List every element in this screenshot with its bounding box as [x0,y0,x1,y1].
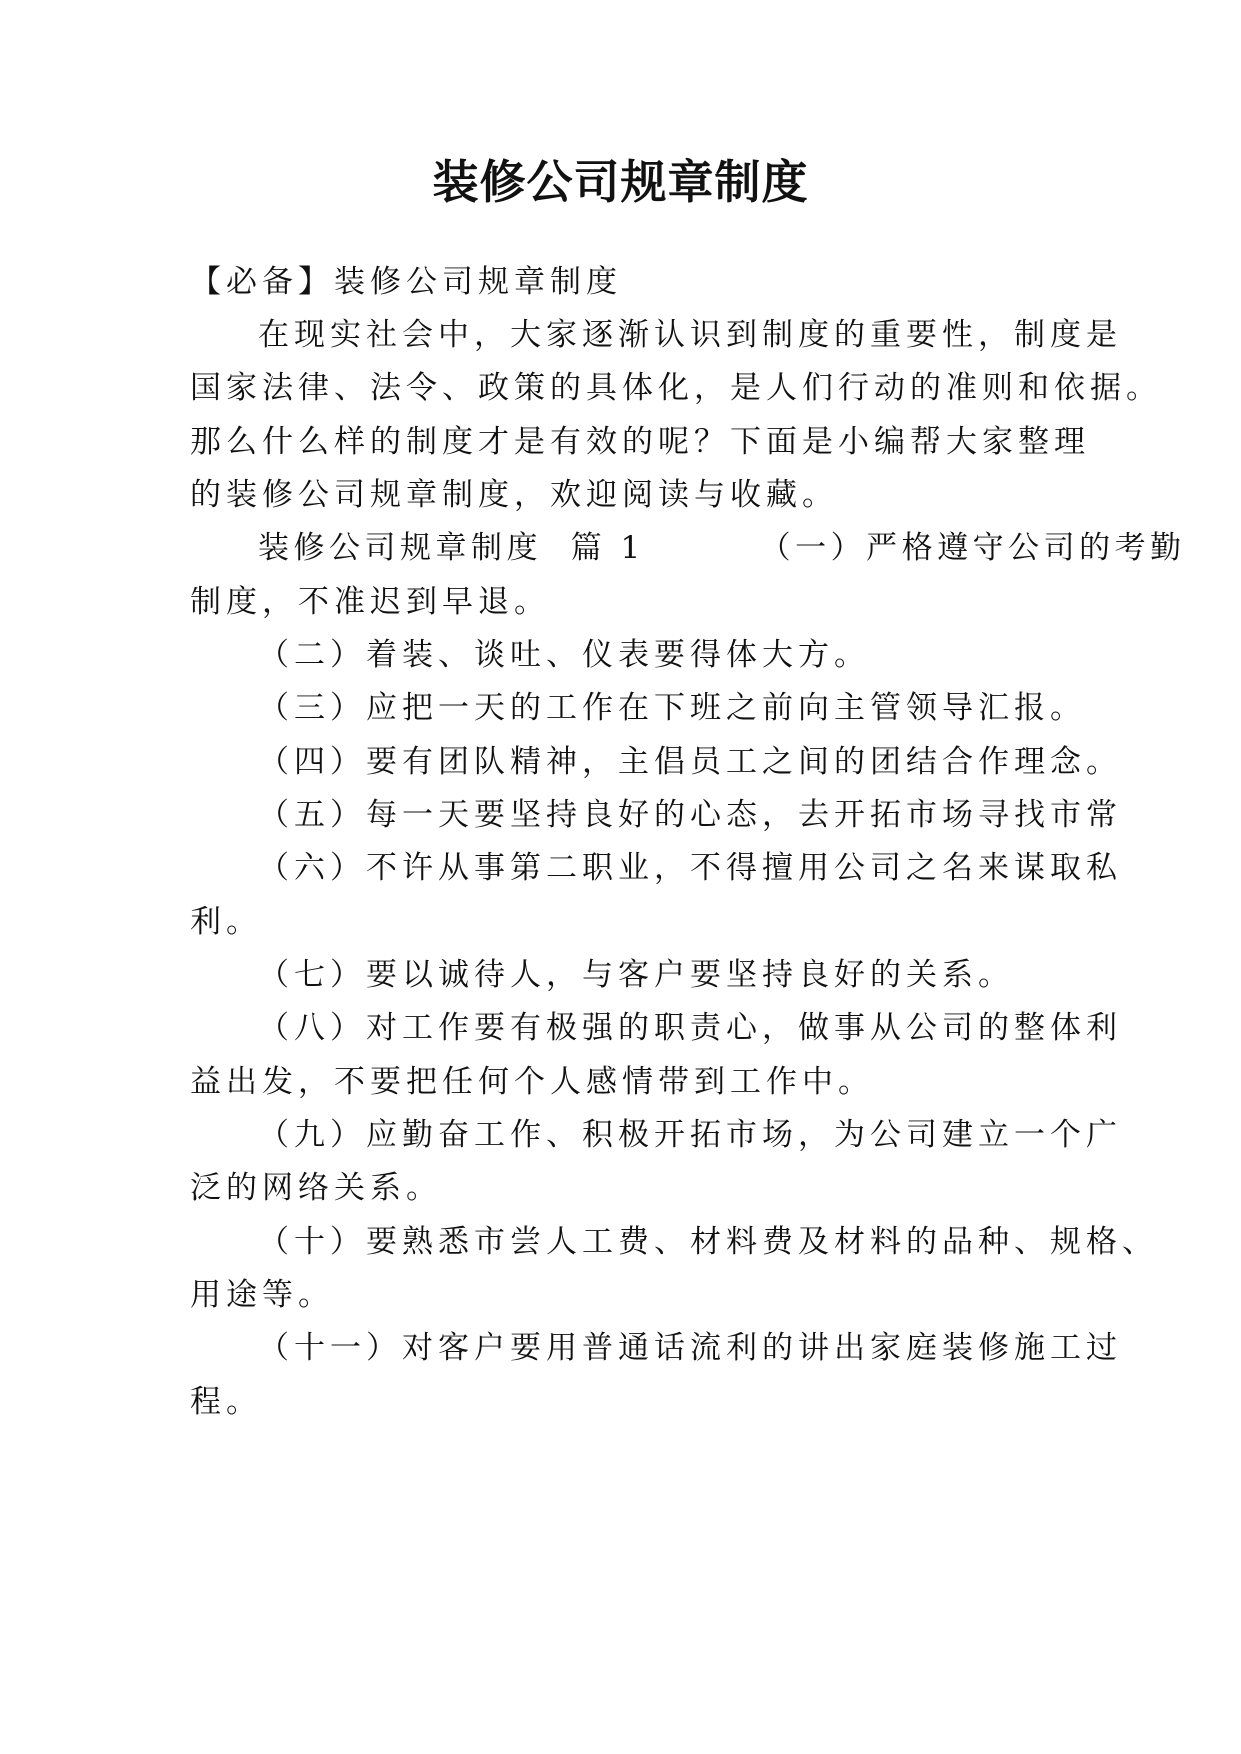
text-line: （八）对工作要有极强的职责心，做事从公司的整体利 [258,1010,1122,1046]
text-line: （三）应把一天的工作在下班之前向主管领导汇报。 [258,690,1086,726]
text-line: 利。 [190,904,262,940]
text-line: （六）不许从事第二职业，不得擅用公司之名来谋取私 [258,850,1122,886]
text-line: （四）要有团队精神，主倡员工之间的团结合作理念。 [258,744,1122,780]
text-line: （十一）对客户要用普通话流利的讲出家庭装修施工过 [258,1330,1122,1366]
text-line: 那么什么样的制度才是有效的呢？下面是小编帮大家整理 [190,424,1090,460]
text-line: 【必备】装修公司规章制度 [190,264,622,300]
text-line: （九）应勤奋工作、积极开拓市场，为公司建立一个广 [258,1117,1122,1153]
text-line: 的装修公司规章制度，欢迎阅读与收藏。 [190,477,838,513]
text-line: 益出发，不要把任何个人感情带到工作中。 [190,1064,874,1100]
text-line: 国家法律、法令、政策的具体化，是人们行动的准则和依据。 [190,370,1162,406]
text-line: 用途等。 [190,1277,334,1313]
text-line: 在现实社会中，大家逐渐认识到制度的重要性，制度是 [258,317,1122,353]
text-line: 程。 [190,1384,262,1420]
text-line: 装修公司规章制度 篇 1 （一）严格遵守公司的考勤 [258,530,1186,566]
text-line: （五）每一天要坚持良好的心态，去开拓市场寻找市常 [258,797,1122,833]
document-title: 装修公司规章制度 [432,155,809,209]
text-line: （十）要熟悉市尝人工费、材料费及材料的品种、规格、 [258,1224,1158,1260]
text-line: （二）着装、谈吐、仪表要得体大方。 [258,637,870,673]
text-line: 制度，不准迟到早退。 [190,584,550,620]
text-line: （七）要以诚待人，与客户要坚持良好的关系。 [258,957,1014,993]
text-line: 泛的网络关系。 [190,1170,442,1206]
